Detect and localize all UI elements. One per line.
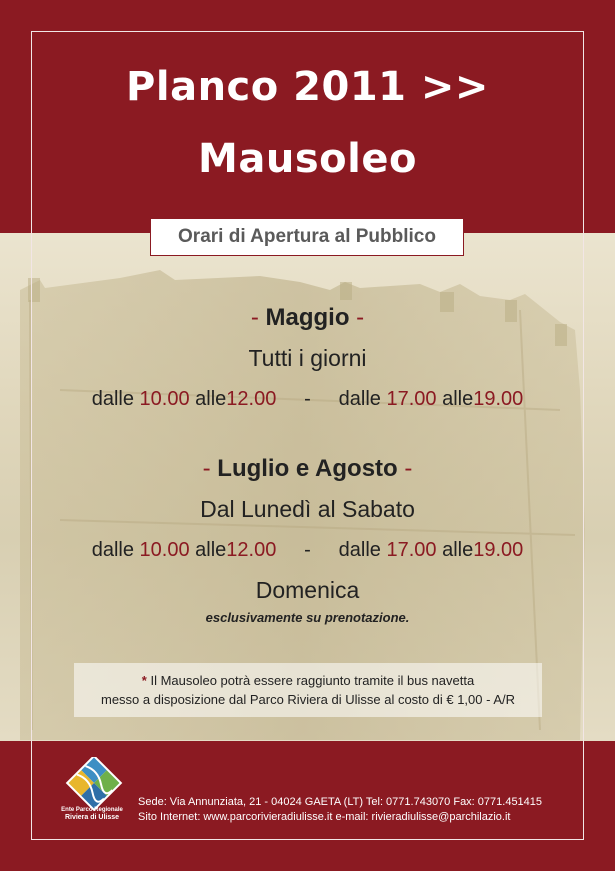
sunday-note: esclusivamente su prenotazione. xyxy=(205,610,410,625)
bus-note-line1 xyxy=(74,671,542,690)
summer-hours-from1: dalle xyxy=(91,539,134,561)
logo-line1: Ente Parco Regionale xyxy=(61,807,123,813)
bus-note-line2: messo a disposizione dal Parco Riviera di Ulisse al costo di € 1,00 - A/R xyxy=(100,692,516,707)
may-days: Tutti i giorni xyxy=(248,345,367,371)
asterisk-icon: * xyxy=(141,673,147,688)
may-dash-right: - xyxy=(356,304,365,331)
may-hours-to1: alle xyxy=(195,388,227,410)
summer-month: Luglio e Agosto xyxy=(217,455,398,482)
summer-hours-t4: 19.00 xyxy=(473,539,524,561)
summer-hours-t2: 12.00 xyxy=(226,539,277,561)
summer-dash-left: - xyxy=(202,455,211,482)
may-hours-t4: 19.00 xyxy=(473,388,524,410)
may-hours-t2: 12.00 xyxy=(226,388,277,410)
bus-note-text1: Il Mausoleo potrà essere raggiunto tramite il bus navetta xyxy=(150,673,475,688)
may-hours-t1: 10.00 xyxy=(139,388,190,410)
summer-days: Dal Lunedì al Sabato xyxy=(200,496,415,522)
may-dash-left: - xyxy=(250,304,259,331)
may-hours-t3: 17.00 xyxy=(386,388,437,410)
may-hours-to2: alle xyxy=(442,388,474,410)
summer-hours xyxy=(0,539,615,562)
may-hours-from2: dalle xyxy=(338,388,381,410)
may-hours xyxy=(0,388,615,411)
subtitle-text: Orari di Apertura al Pubblico xyxy=(178,226,436,247)
footer-address: Sede: Via Annunziata, 21 - 04024 GAETA (LT) Tel: 0771.743070 Fax: 0771.451415 xyxy=(138,796,543,808)
summer-hours-to2: alle xyxy=(442,539,474,561)
logo-line2: Riviera di Ulisse xyxy=(64,814,120,821)
summer-hours-t3: 17.00 xyxy=(386,539,437,561)
summer-heading xyxy=(0,455,615,483)
sunday-label: Domenica xyxy=(255,577,360,603)
may-hours-from1: dalle xyxy=(91,388,134,410)
bus-note-box xyxy=(74,663,542,717)
title-mausoleo: Mausoleo xyxy=(198,136,417,182)
summer-hours-to1: alle xyxy=(195,539,227,561)
summer-hours-t1: 10.00 xyxy=(139,539,190,561)
may-month: Maggio xyxy=(265,304,350,331)
summer-hours-sep: - xyxy=(304,539,311,561)
title-planco: Planco 2011 >> xyxy=(126,64,489,110)
may-heading xyxy=(0,304,615,332)
summer-hours-from2: dalle xyxy=(338,539,381,561)
logo-caption xyxy=(50,806,134,822)
footer-web: Sito Internet: www.parcorivieradiulisse.it e-mail: rivieradiulisse@parchilazio.it xyxy=(138,811,511,823)
summer-dash-right: - xyxy=(404,455,413,482)
subtitle-box xyxy=(150,218,464,256)
may-hours-sep: - xyxy=(304,388,311,410)
